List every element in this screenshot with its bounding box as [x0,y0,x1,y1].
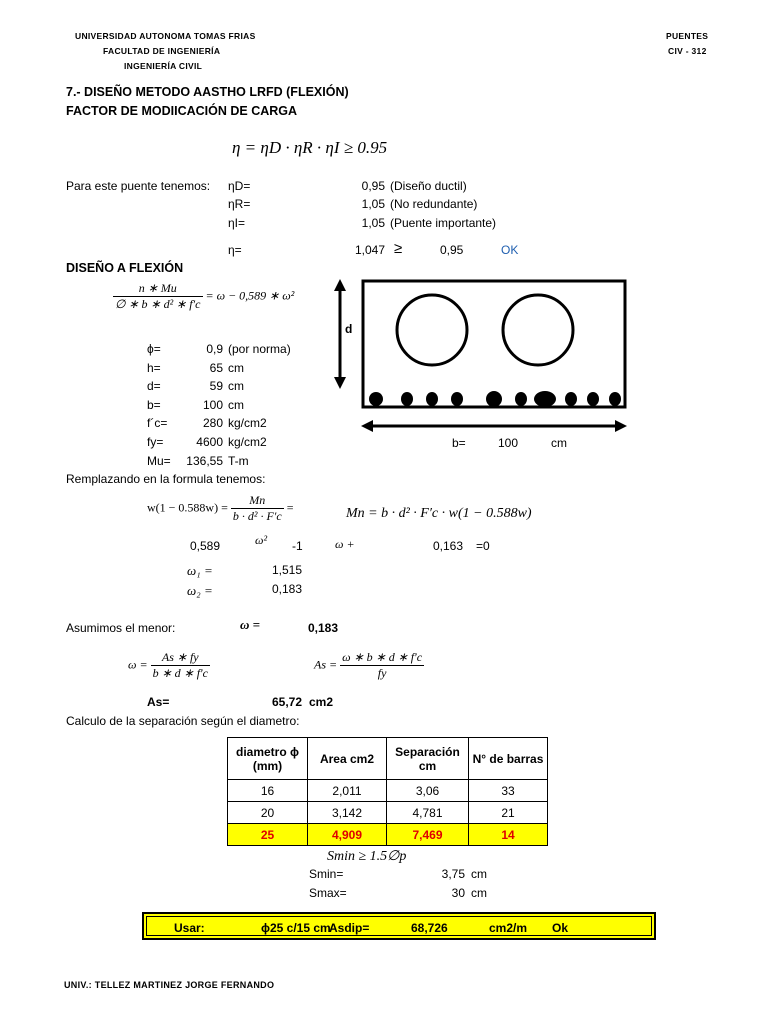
section-title: 7.- DISEÑO METODO AASTHO LRFD (FLEXIÓN) [66,85,349,99]
factor-note: (Puente importante) [390,216,497,230]
factors-intro: Para este puente tenemos: [66,179,211,193]
faculty-name: FACULTAD DE INGENIERÍA [103,46,221,56]
table-header: N° de barras [469,738,548,780]
quad-a: 0,589 [190,539,221,553]
void-circle-right [503,295,573,365]
param-value: 59 [209,379,223,393]
separation-table [227,737,548,846]
asdip-value: 68,726 [411,921,448,935]
factor-label: ηI= [228,216,246,230]
f1-den: b ∗ d ∗ f′c [152,666,208,680]
usar-summary-box [142,912,656,940]
b-unit: cm [551,436,567,450]
rebar-group [369,391,621,407]
table-cell: 21 [469,802,548,824]
course-name: PUENTES [666,31,709,41]
eta-label: η= [228,243,242,257]
flexion-heading: DISEÑO A FLEXIÓN [66,261,184,275]
factor-value: 1,05 [361,197,385,211]
university-name: UNIVERSIDAD AUTONOMA TOMAS FRIAS [75,31,256,41]
ge-symbol: ≥ [394,240,403,257]
smax-unit: cm [471,886,487,900]
f1-lhs: ω = [128,657,148,672]
flexion-eq-numerator: n ∗ Mu [113,281,203,297]
as-label: As= [147,695,170,709]
ok-label: OK [501,243,519,257]
assume-w-value: 0,183 [308,621,339,635]
param-value: 4600 [196,435,223,449]
table-cell: 33 [469,780,548,802]
param-label: d= [147,379,161,393]
formula-as [314,650,424,681]
table-header: Area cm2 [308,738,387,780]
f2-lhs: As = [314,657,338,672]
f1-num: As ∗ fy [151,650,210,666]
b-value: 100 [498,436,519,450]
flexion-eq-denominator: ∅ ∗ b ∗ d² ∗ f′c [115,297,201,311]
quad-b: -1 [292,539,303,553]
slab-outline [363,281,625,407]
param-label: Mu= [147,454,171,468]
usar-bar: ϕ25 c/15 cm [261,921,331,935]
eta-value: 1,047 [354,243,385,257]
param-unit: cm [228,379,244,393]
separation-text: Calculo de la separación según el diametro: [66,714,300,728]
section-subtitle: FACTOR DE MODIICACIÓN DE CARGA [66,104,298,118]
void-circle-left [397,295,467,365]
param-value: 280 [202,416,223,430]
table-cell: 3,142 [308,802,387,824]
smin-value: 3,75 [441,867,465,881]
b-label: b= [452,436,466,450]
smin-formula: Smin ≥ 1.5∅p [327,849,407,864]
smax-value: 30 [451,886,465,900]
factor-label: ηR= [228,197,251,211]
factor-note: (No redundante) [390,197,478,211]
factor-value: 0,95 [361,179,385,193]
as-unit: cm2 [309,695,334,709]
param-label: b= [147,398,161,412]
table-cell: 4,909 [308,824,387,846]
smax-label: Smax= [309,886,347,900]
table-row [228,780,548,802]
slab-section-diagram [325,275,635,465]
param-unit: cm [228,398,244,412]
table-cell: 20 [228,802,308,824]
param-label: f´c= [147,416,168,430]
as-value: 65,72 [272,695,303,709]
factor-value: 1,05 [361,216,385,230]
param-label: ϕ= [147,342,161,356]
table-row-highlighted [228,824,548,846]
formula-omega [128,650,210,681]
assume-w-label: ω = [240,617,261,632]
table-cell: 4,781 [387,802,469,824]
w2-value: 0,183 [272,582,303,596]
table-cell: 25 [228,824,308,846]
asdip-label: Asdip= [329,921,370,935]
table-cell: 2,011 [308,780,387,802]
quad-eq: =0 [476,539,490,553]
param-value: 0,9 [206,342,223,356]
flexion-equation [113,281,294,312]
param-label: h= [147,361,161,375]
param-unit: kg/cm2 [228,435,267,449]
f2-num: ω ∗ b ∗ d ∗ f′c [342,650,423,664]
table-header-row [228,738,548,780]
table-cell: 7,469 [387,824,469,846]
usar-label: Usar: [174,921,205,935]
d-label: d [345,322,353,336]
param-unit: (por norma) [228,342,291,356]
param-value: 100 [202,398,223,412]
footer-author: UNIV.: TELLEZ MARTINEZ JORGE FERNANDO [64,980,275,990]
table-cell: 14 [469,824,548,846]
param-unit: T-m [228,454,249,468]
table-cell: 3,06 [387,780,469,802]
replace-text: Remplazando en la formula tenemos: [66,472,266,486]
param-label: fy= [147,435,164,449]
eta-min: 0,95 [440,243,464,257]
quad-w2: ω² [255,533,268,547]
w1-value: 1,515 [272,563,303,577]
smin-label: Smin= [309,867,344,881]
eq1-den: b · d² · F′c [232,509,282,523]
eq1-num: Mn [231,493,284,509]
param-unit: kg/cm2 [228,416,267,430]
usar-ok: Ok [552,921,569,935]
quad-w: ω + [335,537,355,551]
replace-eq1 [147,493,294,524]
param-value: 65 [209,361,223,375]
table-header: Separación cm [387,738,469,780]
factor-label: ηD= [228,179,251,193]
f2-den: fy [377,666,387,680]
eta-formula: η = ηD · ηR · ηI ≥ 0.95 [232,138,388,157]
table-row [228,802,548,824]
eq1-lhs: w(1 − 0.588w) = [147,500,228,515]
w2-label: ω₂ = [187,583,213,598]
asdip-unit: cm2/m [489,921,528,935]
param-value: 136,55 [186,454,223,468]
course-code: CIV - 312 [668,46,707,56]
eq1-tail: = [286,500,294,515]
table-header: diametro ϕ (mm) [228,738,308,780]
w1-label: ω₁ = [187,563,213,578]
factor-note: (Diseño ductil) [390,179,467,193]
replace-eq2: Mn = b · d² · F′c · w(1 − 0.588w) [346,506,532,521]
flexion-eq-rhs: = ω − 0,589 ∗ ω² [205,288,295,303]
table-cell: 16 [228,780,308,802]
career-name: INGENIERÍA CIVIL [124,61,203,71]
assume-text: Asumimos el menor: [66,621,176,635]
quad-c: 0,163 [433,539,464,553]
param-unit: cm [228,361,244,375]
smin-unit: cm [471,867,487,881]
